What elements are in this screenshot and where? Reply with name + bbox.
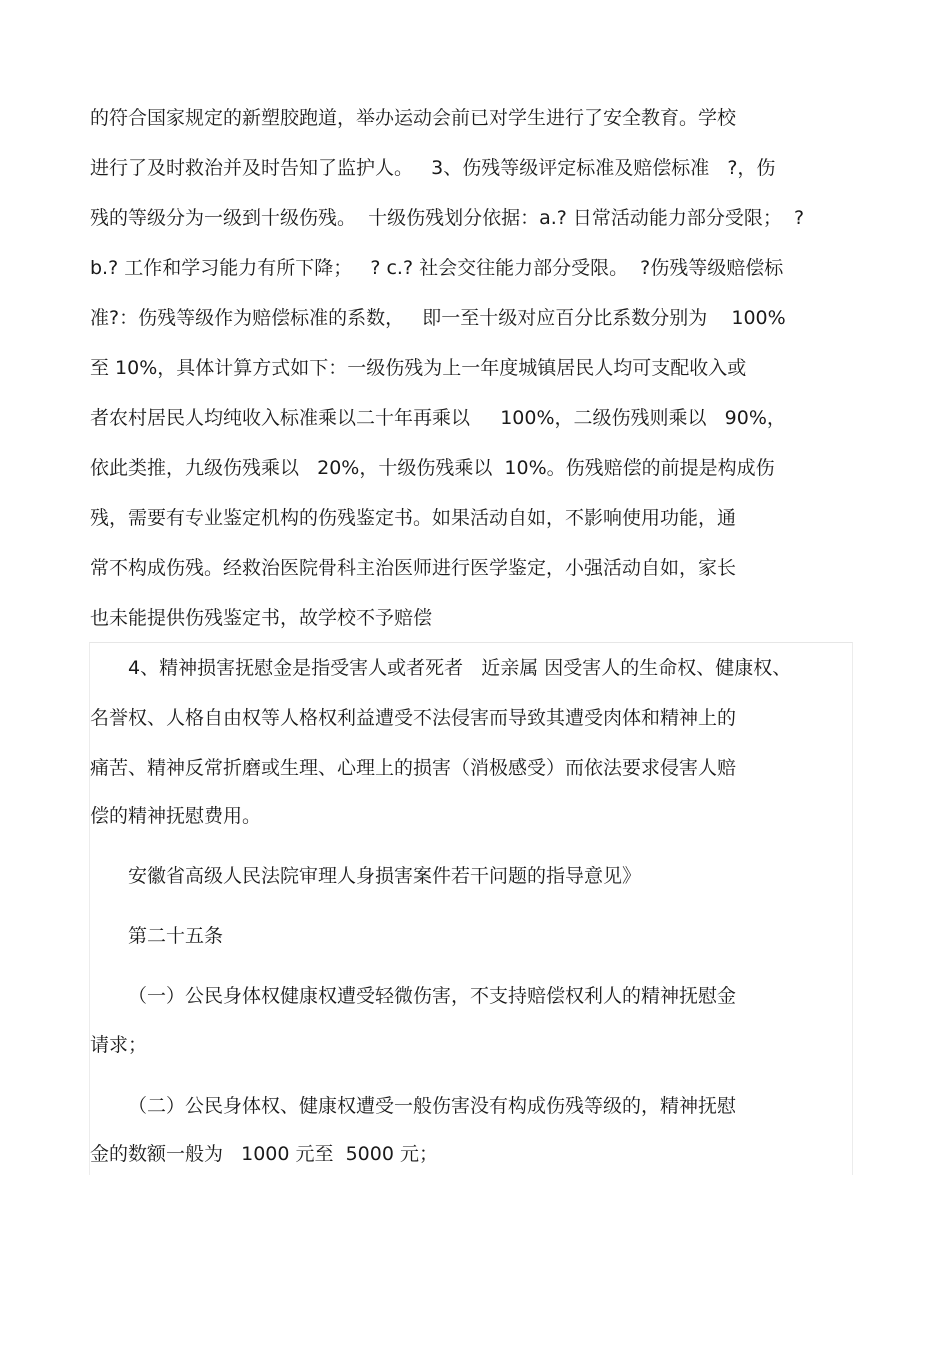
item-1-line: 请求；: [90, 1034, 148, 1056]
section-4-line: 4、精神损害抚慰金是指受害人或者死者 近亲属 因受害人的生命权、健康权、: [128, 657, 792, 679]
item-1-line: （一）公民身体权健康权遭受轻微伤害，不支持赔偿权利人的精神抚慰金: [128, 985, 737, 1007]
text-line: 残，需要有专业鉴定机构的伤残鉴定书。如果活动自如，不影响使用功能，通: [90, 507, 737, 529]
text-line: 进行了及时救治并及时告知了监护人。 3、伤残等级评定标准及赔偿标准 ?，伤: [90, 157, 776, 179]
text-line: 准?：伤残等级作为赔偿标准的系数， 即一至十级对应百分比系数分别为 100%: [90, 307, 786, 329]
text-line: 的符合国家规定的新塑胶跑道，举办运动会前已对学生进行了安全教育。学校: [90, 107, 737, 129]
item-2-line: 金的数额一般为 1000 元至 5000 元；: [90, 1143, 438, 1165]
text-line: 残的等级分为一级到十级伤残。 十级伤残划分依据：a.? 日常活动能力部分受限； ?: [90, 207, 805, 229]
section-4-line: 偿的精神抚慰费用。: [90, 805, 262, 827]
guidance-title: 安徽省高级人民法院审理人身损害案件若干问题的指导意见》: [128, 865, 642, 887]
text-line: 也未能提供伤残鉴定书，故学校不予赔偿: [90, 607, 433, 629]
text-line: 常不构成伤残。经救治医院骨科主治医师进行医学鉴定，小强活动自如，家长: [90, 557, 737, 579]
item-2-line: （二）公民身体权、健康权遭受一般伤害没有构成伤残等级的，精神抚慰: [128, 1095, 737, 1117]
text-line: b.? 工作和学习能力有所下降； ? c.? 社会交往能力部分受限。 ?伤残等级赔偿标: [90, 257, 784, 279]
section-4-line: 痛苦、精神反常折磨或生理、心理上的损害（消极感受）而依法要求侵害人赔: [90, 757, 737, 779]
article-title: 第二十五条: [128, 925, 224, 947]
text-line: 依此类推，九级伤残乘以 20%，十级伤残乘以 10%。伤残赔偿的前提是构成伤: [90, 457, 775, 479]
text-line: 者农村居民人均纯收入标准乘以二十年再乘以 100%，二级伤残则乘以 90%，: [90, 407, 786, 429]
text-line: 至 10%，具体计算方式如下：一级伤残为上一年度城镇居民人均可支配收入或: [90, 357, 747, 379]
section-4-line: 名誉权、人格自由权等人格权利益遭受不法侵害而导致其遭受肉体和精神上的: [90, 707, 737, 729]
